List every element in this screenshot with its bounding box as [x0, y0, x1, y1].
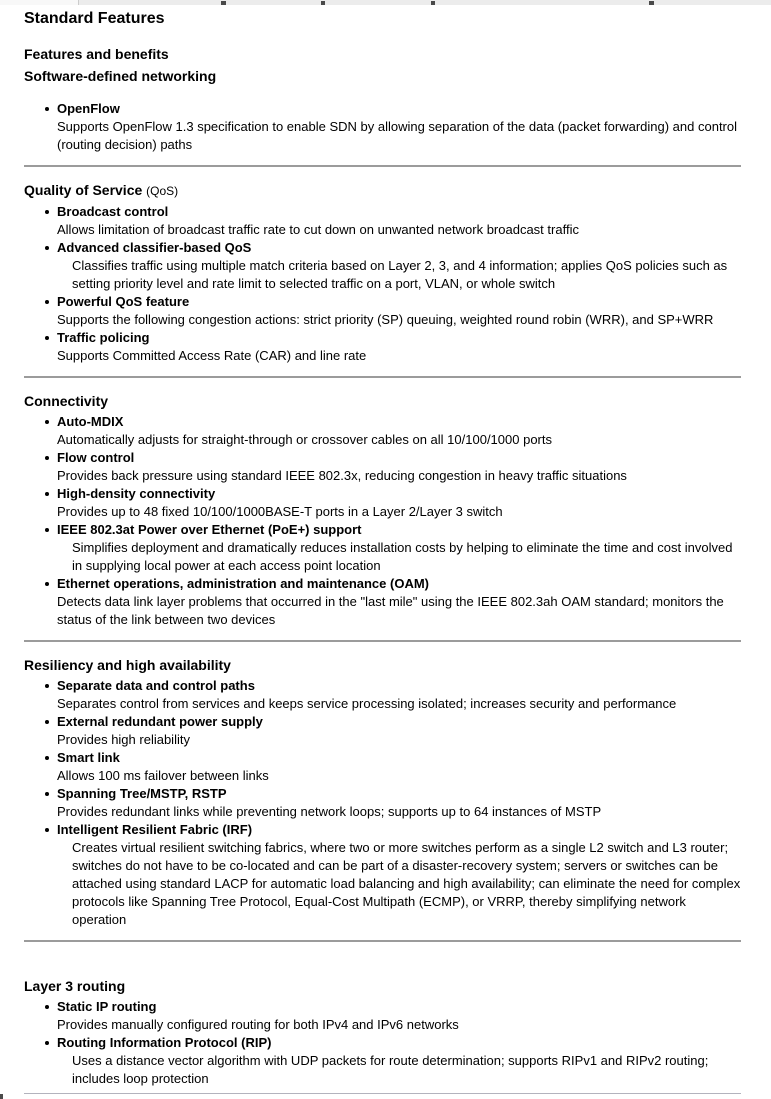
feature-description: Creates virtual resilient switching fabrics, where two or more switches perform as a single L2 switch and L3 router; switches do not have to be co-located and can be part of a disaster-recovery system; servers or switches can be attached using standard LACP for automatic load balancing and high availability; can eliminate the need for complex protocols like Spanning Tree Protocol, Equal-Cost Multipath (ECMP), or VRRP, thereby simplifying network operation	[72, 840, 741, 927]
feature-item	[57, 293, 741, 329]
feature-item	[57, 1034, 741, 1088]
feature-description: Provides redundant links while preventing network loops; supports up to 64 instances of MSTP	[57, 804, 602, 819]
feature-title: Smart link	[57, 750, 120, 765]
section-heading-text: Software-defined networking	[24, 68, 217, 84]
section-heading-text: Quality of Service	[24, 182, 143, 198]
feature-description: Provides manually configured routing for both IPv4 and IPv6 networks	[57, 1017, 459, 1032]
feature-description: Provides up to 48 fixed 10/100/1000BASE-T ports in a Layer 2/Layer 3 switch	[57, 504, 503, 519]
feature-list	[24, 677, 741, 929]
feature-description: Supports Committed Access Rate (CAR) and line rate	[57, 348, 367, 363]
section-divider	[24, 940, 741, 942]
feature-description: Provides back pressure using standard IEEE 802.3x, reducing congestion in heavy traffic situations	[57, 468, 627, 483]
feature-title: High-density connectivity	[57, 486, 216, 501]
feature-item	[57, 821, 741, 929]
section-heading	[24, 978, 741, 995]
feature-item	[57, 998, 741, 1034]
section-heading	[24, 182, 741, 200]
feature-description: Separates control from services and keeps service processing isolated; increases security and performance	[57, 696, 677, 711]
clipped-text-fragment	[431, 1, 435, 5]
feature-title: Flow control	[57, 450, 135, 465]
feature-title: OpenFlow	[57, 101, 120, 116]
section-heading-text: Resiliency and high availability	[24, 657, 231, 673]
tab-remnant	[0, 0, 79, 5]
section-software-defined-networking	[24, 68, 741, 154]
feature-item	[57, 785, 741, 821]
feature-item	[57, 239, 741, 293]
feature-item	[57, 713, 741, 749]
feature-title: Powerful QoS feature	[57, 294, 190, 309]
feature-list	[24, 100, 741, 154]
section-heading	[24, 393, 741, 410]
section-resiliency-and-high-availability	[24, 657, 741, 929]
feature-title: Static IP routing	[57, 999, 157, 1014]
clipped-text-fragment	[649, 1, 654, 5]
feature-item	[57, 521, 741, 575]
feature-title: Advanced classifier-based QoS	[57, 240, 252, 255]
features-and-benefits-heading: Features and benefits	[24, 46, 169, 62]
feature-item	[57, 329, 741, 365]
clipped-text-fragment	[221, 1, 226, 5]
feature-title: Separate data and control paths	[57, 678, 255, 693]
section-heading	[24, 657, 741, 674]
feature-description: Automatically adjusts for straight-through or crossover cables on all 10/100/1000 ports	[57, 432, 552, 447]
feature-item	[57, 100, 741, 154]
section-connectivity	[24, 393, 741, 629]
page-title: Standard Features	[24, 10, 165, 27]
feature-list	[24, 413, 741, 629]
feature-title: Intelligent Resilient Fabric (IRF)	[57, 822, 253, 837]
feature-description: Allows 100 ms failover between links	[57, 768, 269, 783]
feature-description: Supports the following congestion actions: strict priority (SP) queuing, weighted round robin (WRR), and SP+WRR	[57, 312, 714, 327]
feature-list	[24, 203, 741, 365]
feature-description: Supports OpenFlow 1.3 specification to enable SDN by allowing separation of the data (packet forwarding) and control (routing decision) paths	[57, 119, 737, 152]
feature-description: Uses a distance vector algorithm with UDP packets for route determination; supports RIPv1 and RIPv2 routing; includes loop protection	[72, 1053, 709, 1086]
feature-item	[57, 575, 741, 629]
section-heading-text: Layer 3 routing	[24, 978, 126, 994]
feature-item	[57, 203, 741, 239]
feature-description: Simplifies deployment and dramatically reduces installation costs by helping to eliminate the time and cost involved in supplying local power at each access point location	[72, 540, 733, 573]
feature-title: External redundant power supply	[57, 714, 263, 729]
feature-description: Allows limitation of broadcast traffic rate to cut down on unwanted network broadcast traffic	[57, 222, 579, 237]
section-layer-3-routing	[24, 978, 741, 1088]
section-heading	[24, 68, 741, 85]
feature-list	[24, 998, 741, 1088]
feature-item	[57, 485, 741, 521]
feature-title: IEEE 802.3at Power over Ethernet (PoE+) support	[57, 522, 362, 537]
feature-title: Ethernet operations, administration and maintenance (OAM)	[57, 576, 429, 591]
feature-item	[57, 677, 741, 713]
feature-item	[57, 449, 741, 485]
section-heading-text: Connectivity	[24, 393, 109, 409]
feature-item	[57, 413, 741, 449]
feature-title: Routing Information Protocol (RIP)	[57, 1035, 272, 1050]
feature-title: Broadcast control	[57, 204, 169, 219]
section-divider	[24, 376, 741, 378]
section-divider	[24, 165, 741, 167]
section-heading-suffix: (QoS)	[146, 184, 179, 198]
document-content	[0, 9, 771, 1094]
clipped-text-fragment	[321, 1, 325, 5]
feature-title: Spanning Tree/MSTP, RSTP	[57, 786, 227, 801]
feature-title: Traffic policing	[57, 330, 150, 345]
section-quality-of-service	[24, 182, 741, 365]
clipped-previous-content-strip	[0, 0, 771, 5]
feature-title: Auto-MDIX	[57, 414, 124, 429]
feature-description: Provides high reliability	[57, 732, 190, 747]
feature-description: Detects data link layer problems that occurred in the "last mile" using the IEEE 802.3ah OAM standard; monitors the status of the link between two devices	[57, 594, 724, 627]
feature-description: Classifies traffic using multiple match criteria based on Layer 2, 3, and 4 information; applies QoS policies such as setting priority level and rate limit to selected traffic on a port, VLAN, or whole switch	[72, 258, 728, 291]
bottom-rule	[24, 1093, 741, 1094]
feature-item	[57, 749, 741, 785]
section-divider	[24, 640, 741, 642]
